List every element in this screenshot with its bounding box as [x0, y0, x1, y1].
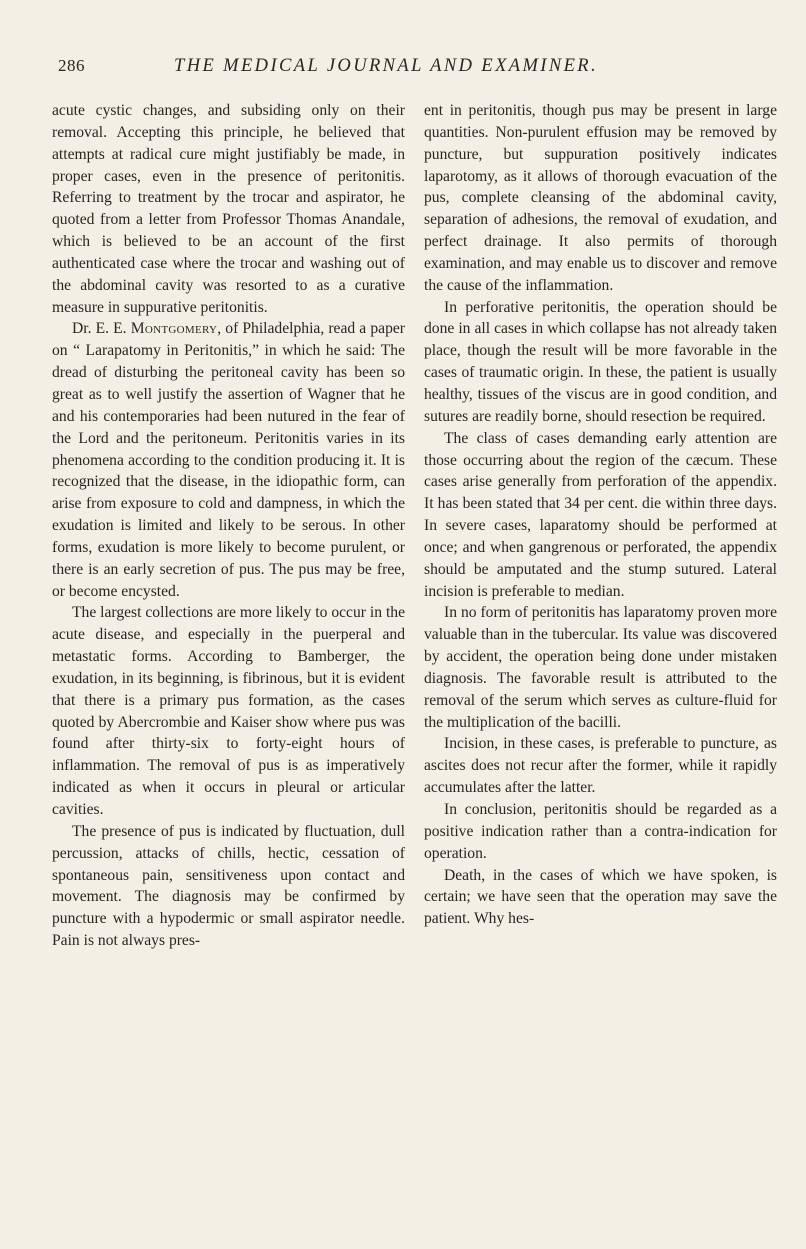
paragraph: ent in peritonitis, though pus may be present in large quantities. Non-purulent effusion may be removed by puncture, but suppuration positively indicates laparotomy, as it allows of thorough evacuation of the pus, complete cleansing of the abdominal cavity, separation of adhesions, the removal of exudation, and perfect drainage. It also permits of thorough examination, and may enable us to discover and remove the cause of the inflammation.: [424, 102, 777, 294]
right-column: [424, 100, 777, 930]
page-number: 286: [58, 56, 85, 75]
author-name: Montgomery: [130, 320, 218, 338]
paragraph: The presence of pus is indicated by fluctuation, dull percussion, attacks of chills, hectic, cessation of spontaneous pain, sensitiveness upon contact and movement. The diagnosis may be confirmed by puncture with a hypodermic or small aspirator needle. Pain is not always pres-: [52, 822, 405, 950]
paragraph: In perforative peritonitis, the operation should be done in all cases in which collapse has not already taken place, though the result will be more favorable in the cases of traumatic origin. In these, the patient is usually healthy, tissues of the viscus are in good condition, and sutures are readily borne, should resection be required.: [424, 298, 777, 425]
paragraph: In no form of peritonitis has laparatomy proven more valuable than in the tubercular. Its value was discovered by accident, the operation being done under mistaken diagnosis. The favorable result is attributed to the removal of the serum which serves as culture-fluid for the multiplication of the bacilli.: [424, 604, 777, 731]
left-column: [52, 100, 405, 952]
running-head: THE MEDICAL JOURNAL AND EXAMINER.: [174, 56, 599, 76]
paragraph: The class of cases demanding early attention are those occurring about the region of the cæcum. These cases arise generally from perforation of the appendix. It has been stated that 34 per cent. die within three days. In severe cases, laparatomy should be performed at once; and when gangrenous or perforated, the appendix should be amputated and the stump sutured. Lateral incision is preferable to median.: [424, 429, 777, 600]
paragraph: acute cystic changes, and subsiding only on their removal. Accepting this principle, he believed that attempts at radical cure might justifiably be made, in proper cases, even in the presence of peritonitis. Referring to treatment by the trocar and aspirator, he quoted from a letter from Professor Thomas Anandale, which is believed to be an account of the first authenticated case where the trocar and washing out of the abdominal cavity was resorted to as a curative measure in suppurative peritonitis.: [52, 102, 405, 316]
paragraph: [52, 318, 405, 602]
page-header: [58, 56, 774, 86]
paragraph: The largest collections are more likely to occur in the acute disease, and especially in the puerperal and metastatic forms. According to Bamberger, the exudation, in its beginning, is fibrinous, but it is evident that there is a primary pus formation, as the cases quoted by Abercrombie and Kaiser show where pus was found after thirty-six to forty-eight hours of inflammation. The removal of pus is as imperatively indicated as when it occurs in pleural or articular cavities.: [52, 604, 405, 818]
paragraph: Incision, in these cases, is preferable to puncture, as ascites does not recur after the former, while it rapidly accumulates after the latter.: [424, 735, 777, 797]
paragraph-text: , of Philadelphia, read a paper on “ Larapatomy in Peritonitis,” in which he said: The dread of disturbing the peritoneal cavity has been so great as to well justify the assertion of Wagner that he and his contemporaries had been nutured in the fear of the Lord and the peritoneum. Peritonitis varies in its phenomena according to the condition producing it. It is recognized that the disease, in the idiopathic form, can arise from exposure to cold and dampness, in which the exudation is limited and likely to be serous. In other forms, exudation is more likely to become purulent, or there is an early secretion of pus. The pus may be free, or become encysted.: [52, 320, 405, 600]
paragraph: Death, in the cases of which we have spoken, is certain; we have seen that the operation may save the patient. Why hes-: [424, 866, 777, 928]
paragraph-prefix: Dr. E. E.: [72, 320, 131, 338]
paragraph: In conclusion, peritonitis should be regarded as a positive indication rather than a contra-indication for operation.: [424, 801, 777, 862]
